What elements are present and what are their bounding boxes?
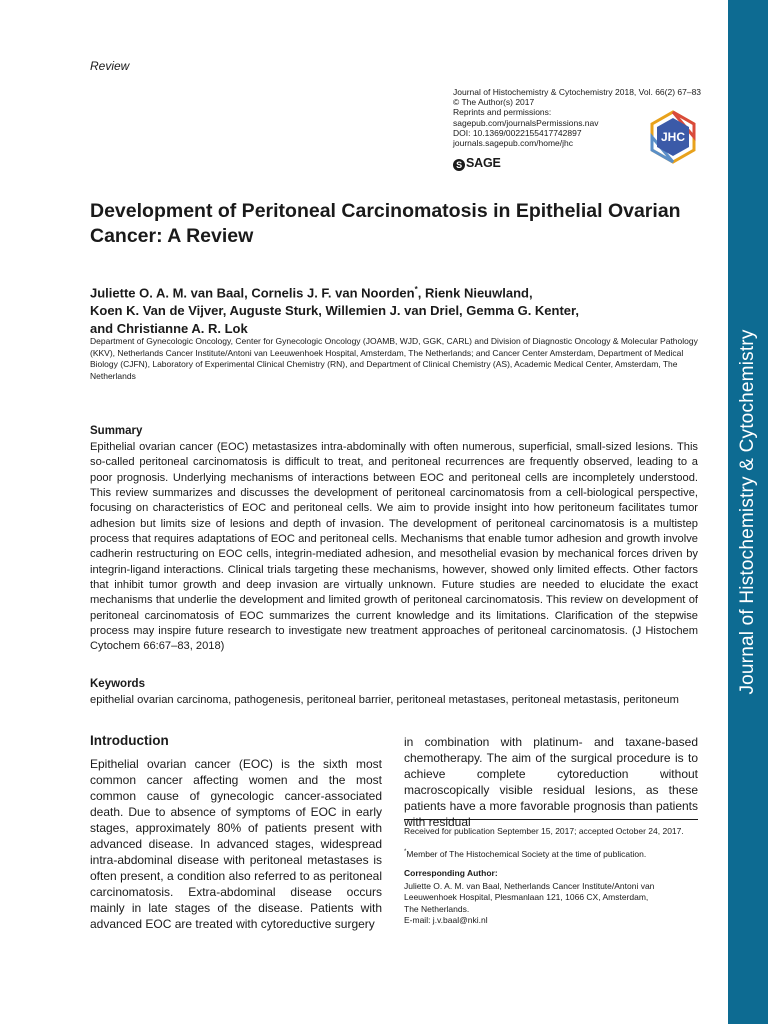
- side-bar-journal-name: Journal of Histochemistry & Cytochemistry: [737, 329, 758, 695]
- citation: Journal of Histochemistry & Cytochemistry 2018, Vol. 66(2) 67–83: [453, 87, 702, 97]
- member-note-text: Member of The Histochemical Society at the time of publication.: [406, 848, 647, 859]
- reprints-label: Reprints and permissions:: [453, 107, 552, 118]
- corresponding-author-details: [404, 881, 704, 926]
- summary-heading: Summary: [90, 425, 143, 437]
- introduction-column-1: Epithelial ovarian cancer (EOC) is the sixth most common cancer affecting women and the most common cause of gynecologic cancer-associated death. Due to absence of symptoms of EOC in early stages, approximately 80% of patients present with advanced disease. In advanced stages, widespread intra-abdominal disease with peritoneal metastases is often present, a condition also referred to as peritoneal carcinomatosis. Extra-abdominal disease occurs mainly in late stages of the disease. Patients with advanced EOC are treated with cytoreductive surgery: [90, 757, 382, 932]
- corresponding-address-2: The Netherlands.: [404, 903, 470, 914]
- doi[interactable]: DOI: 10.1369/0022155417742897: [453, 127, 582, 138]
- affiliations: Department of Gynecologic Oncology, Center for Gynecologic Oncology (JOAMB, WJD, GGK, CARL) and Division of Diagnostic Oncology & Molecular Pathology (KKV), Netherlands Cancer Institute/Antoni van Leeuwenhoek Hospital, Amsterdam, The Netherlands; and Cancer Center Amsterdam, Department of Medical Biology (CJFN), Laboratory of Experimental Clinical Chemistry (RN), and Department of Clinical Chemistry (AS), Academic Medical Center, Amsterdam, The Netherlands: [90, 336, 698, 381]
- corresponding-author-heading: Corresponding Author:: [404, 868, 498, 878]
- article-title: Development of Peritoneal Carcinomatosis in Epithelial Ovarian Cancer: A Review: [90, 200, 681, 247]
- author-footnote-mark[interactable]: *: [414, 285, 418, 294]
- member-note-mark: *: [404, 849, 407, 855]
- member-note: [404, 847, 704, 860]
- authors-line-1: Juliette O. A. M. van Baal, Cornelis J. F. van Noorden: [90, 285, 415, 301]
- introduction-heading: Introduction: [90, 733, 169, 748]
- corresponding-address-1: Leeuwenhoek Hospital, Plesmanlaan 121, 1066 CX, Amsterdam,: [404, 892, 649, 903]
- journal-meta: [453, 87, 702, 149]
- keywords-list: epithelial ovarian carcinoma, pathogenesis, peritoneal barrier, peritoneal metastases, peritoneal metastasis, peritoneum: [90, 694, 679, 706]
- sage-logo: [453, 156, 501, 171]
- introduction-column-2: in combination with platinum- and taxane-based chemotherapy. The aim of the surgical procedure is to achieve complete cytoreduction without macroscopically visible residual lesions, as these patients have a more favorable prognosis than patients with residual: [404, 735, 698, 830]
- footnote-divider: [404, 819, 698, 820]
- received-date-note: Received for publication September 15, 2017; accepted October 24, 2017.: [404, 826, 684, 836]
- author-list: [90, 281, 710, 338]
- authors-line-2: Koen K. Van de Vijver, Auguste Sturk, Willemien J. van Driel, Gemma G. Kenter,: [90, 303, 579, 319]
- corresponding-email[interactable]: E-mail: j.v.baal@nki.nl: [404, 914, 488, 925]
- summary-body: Epithelial ovarian cancer (EOC) metastasizes intra-abdominally with often numerous, superficial, small-sized lesions. This so-called peritoneal carcinomatosis is difficult to treat, and peritoneal recurrences are frequently observed, leading to a poor prognosis. Underlying mechanisms of interactions between EOC and peritoneal cells are incompletely understood. This review summarizes and discusses the development of peritoneal carcinomatosis from a cell-biological perspective, focusing on characteristics of EOC and peritoneal cells. We aim to provide insight into how peritoneum facilitates tumor adhesion but limits size of lesions and depth of invasion. The development of peritoneal carcinomatosis is a multistep process that requires adaptations of EOC and peritoneal cells. Mechanisms that enable tumor adhesion and growth involve cadherin restructuring on EOC cells, integrin-mediated adhesion, and mesothelial evasion by mechanical forces driven by integrin-ligand interactions. Clinical trials targeting these mechanisms, however, showed only limited effects. Other factors that inhibit tumor growth and deep invasion are virtually unknown. Future studies are needed to elucidate the exact mechanisms that underlie the development and limited growth of peritoneal carcinomatosis. This review on development of peritoneal carcinomatosis of EOC summarizes the current knowledge and its limitations. Clarification of the stepwise process may inspire future research to investigate new treatment approaches of peritoneal carcinomatosis. (J Histochem Cytochem 66:67–83, 2018): [90, 441, 698, 653]
- jhc-logo-text: JHC: [660, 130, 686, 144]
- sage-s-icon: S: [453, 159, 465, 171]
- authors-line-3: and Christianne A. R. Lok: [90, 321, 248, 337]
- keywords-heading: Keywords: [90, 678, 145, 690]
- authors-line-1-end: , Rienk Nieuwland,: [417, 285, 533, 301]
- section-label: Review: [90, 59, 130, 73]
- reprints-link[interactable]: sagepub.com/journalsPermissions.nav: [453, 117, 599, 128]
- corresponding-name: Juliette O. A. M. van Baal, Netherlands Cancer Institute/Antoni van: [404, 881, 655, 891]
- copyright: © The Author(s) 2017: [453, 97, 535, 108]
- jhc-logo: [649, 110, 697, 164]
- publisher-name: SAGE: [466, 156, 501, 170]
- journal-url[interactable]: journals.sagepub.com/home/jhc: [453, 138, 574, 149]
